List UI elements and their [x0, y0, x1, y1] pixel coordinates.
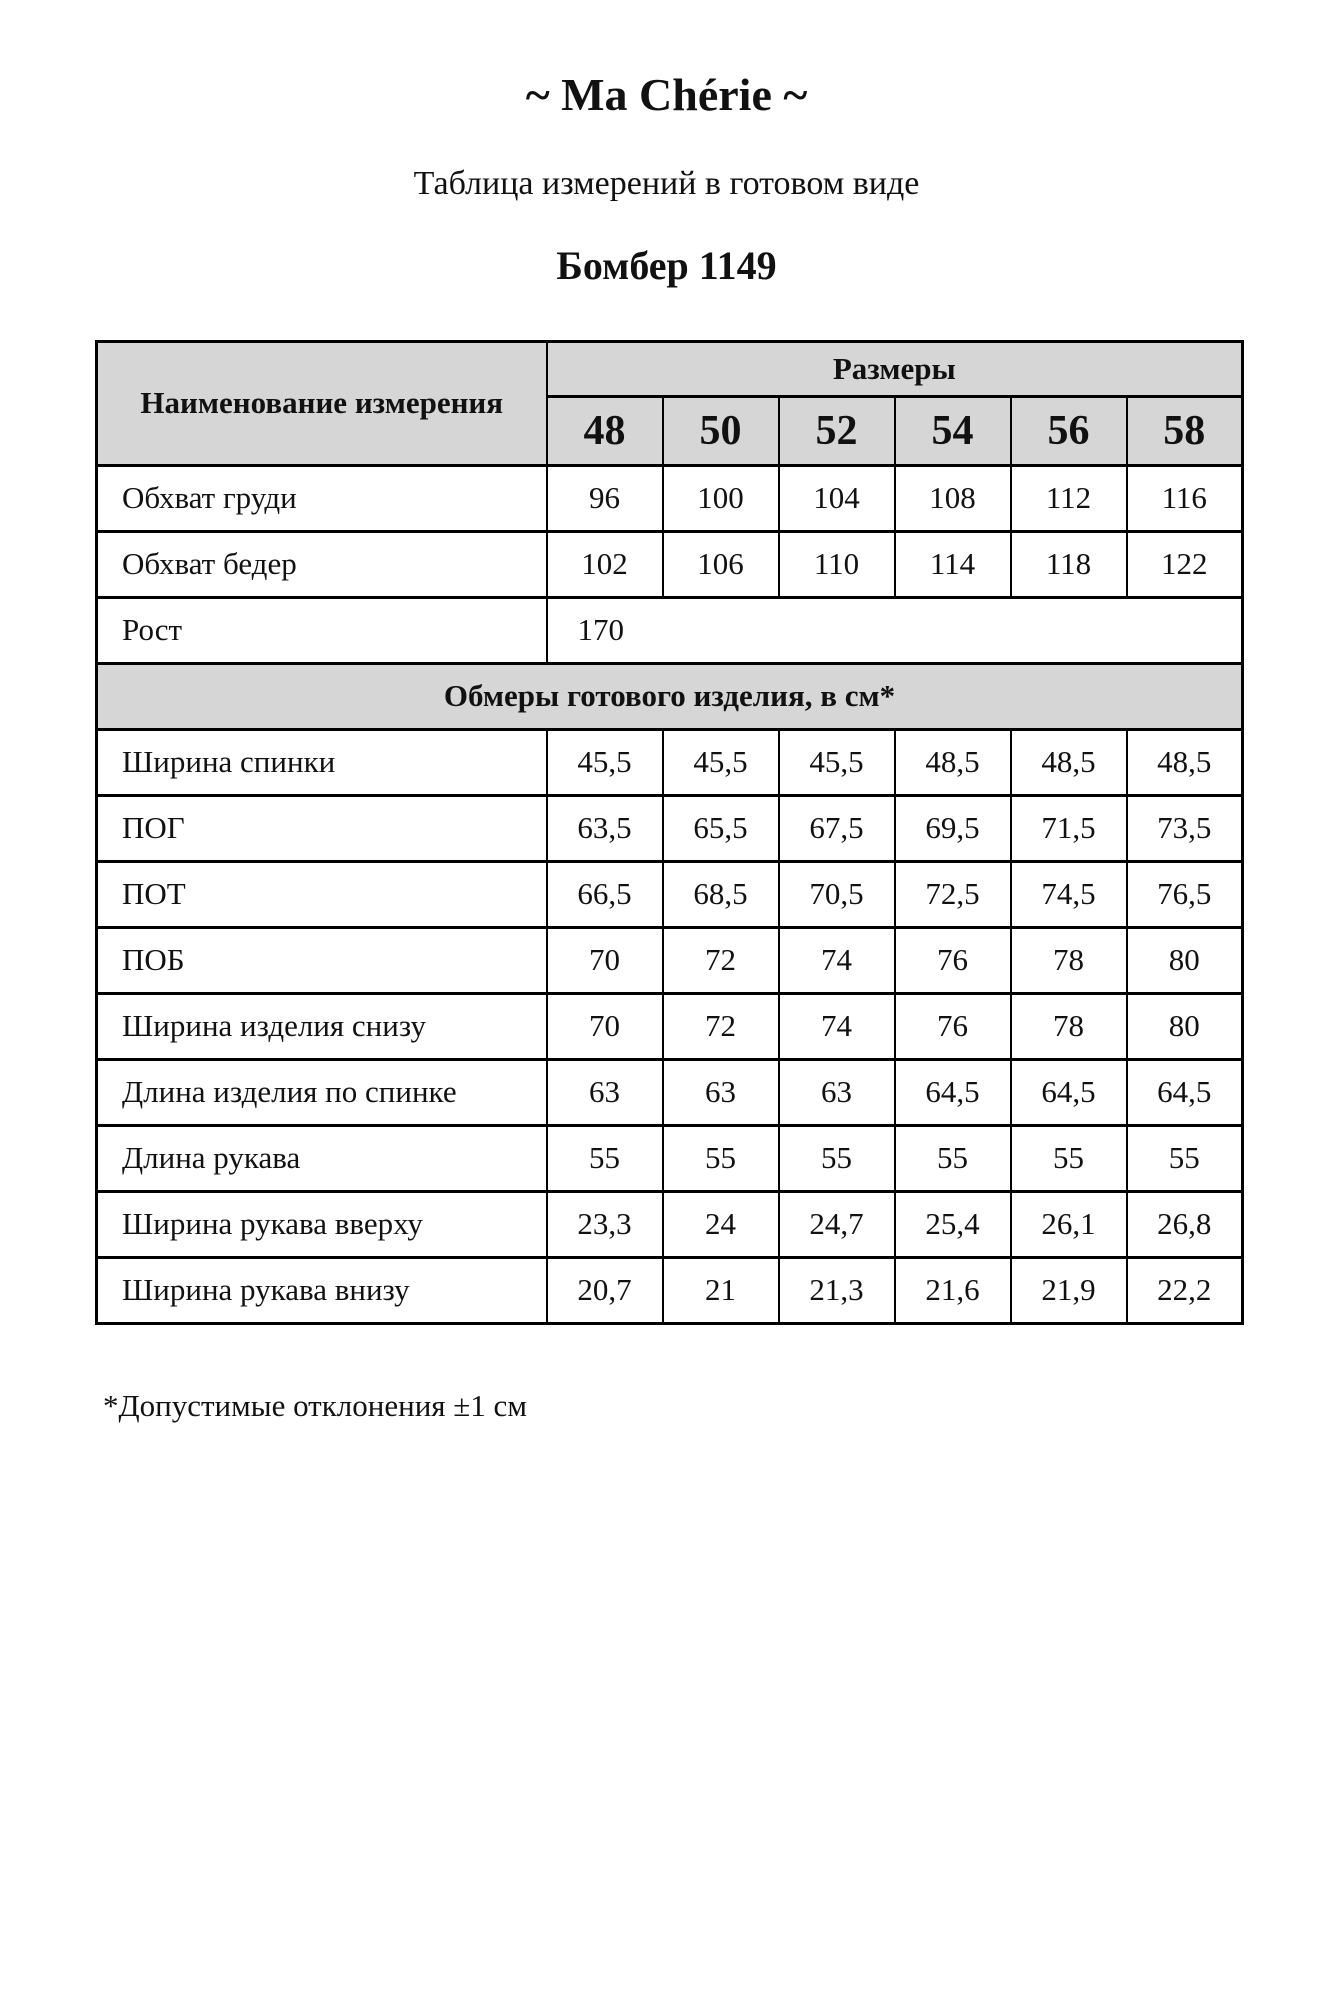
size-column-header-48: 48	[547, 396, 663, 465]
section-header-row	[97, 663, 1243, 729]
size-column-header-52: 52	[779, 396, 895, 465]
measurement-value: 23,3	[547, 1191, 663, 1257]
table-row-chest	[97, 465, 1243, 531]
measurement-value: 74	[779, 927, 895, 993]
measurement-value: 48,5	[1011, 729, 1127, 795]
measurement-value: 55	[1011, 1125, 1127, 1191]
measurement-label: Ширина изделия снизу	[97, 993, 547, 1059]
table-row-pog	[97, 795, 1243, 861]
table-row-bottom-width	[97, 993, 1243, 1059]
measurement-value: 78	[1011, 927, 1127, 993]
measurement-value: 64,5	[1011, 1059, 1127, 1125]
measurement-value: 21,3	[779, 1257, 895, 1323]
measurement-value: 74	[779, 993, 895, 1059]
measurement-value: 74,5	[1011, 861, 1127, 927]
measurement-value: 64,5	[1127, 1059, 1243, 1125]
measurement-value: 67,5	[779, 795, 895, 861]
measurement-label: Длина рукава	[97, 1125, 547, 1191]
measurement-label: ПОТ	[97, 861, 547, 927]
measurement-value: 63	[779, 1059, 895, 1125]
table-row-sleeve-length	[97, 1125, 1243, 1191]
measurement-value: 70	[547, 993, 663, 1059]
document-subtitle: Таблица измерений в готовом виде	[413, 164, 920, 202]
measurement-value: 24	[663, 1191, 779, 1257]
table-row-hips	[97, 531, 1243, 597]
tolerance-footnote: *Допустимые отклонения ±1 см	[103, 1387, 527, 1423]
measurement-value: 72	[663, 993, 779, 1059]
table-row-back-width	[97, 729, 1243, 795]
measurement-value: 63	[663, 1059, 779, 1125]
size-column-header-56: 56	[1011, 396, 1127, 465]
measurement-value: 72	[663, 927, 779, 993]
measurement-value: 21	[663, 1257, 779, 1323]
measurement-value: 78	[1011, 993, 1127, 1059]
measurement-value: 118	[1011, 531, 1127, 597]
table-row-pot	[97, 861, 1243, 927]
measurement-merged-value: 170	[547, 597, 1243, 663]
measurement-value: 45,5	[547, 729, 663, 795]
measurement-value: 71,5	[1011, 795, 1127, 861]
measurement-label: Обхват груди	[97, 465, 547, 531]
product-title: Бомбер 1149	[556, 242, 777, 288]
measurement-label: Длина изделия по спинке	[97, 1059, 547, 1125]
header-row-sizes-span	[97, 341, 1243, 396]
measurement-value: 106	[663, 531, 779, 597]
measurement-value: 21,9	[1011, 1257, 1127, 1323]
measurement-value: 63	[547, 1059, 663, 1125]
measurement-label: Ширина рукава внизу	[97, 1257, 547, 1323]
measurement-value: 108	[895, 465, 1011, 531]
measurement-label: ПОБ	[97, 927, 547, 993]
measurement-value: 68,5	[663, 861, 779, 927]
corner-header-cell: Наименование измерения	[97, 341, 547, 465]
measurement-value: 55	[547, 1125, 663, 1191]
table-row-sleeve-width-bottom	[97, 1257, 1243, 1323]
measurement-label: Рост	[97, 597, 547, 663]
measurement-value: 66,5	[547, 861, 663, 927]
size-measurements-table	[95, 340, 1244, 1325]
measurement-label: ПОГ	[97, 795, 547, 861]
measurement-value: 45,5	[663, 729, 779, 795]
measurement-value: 76	[895, 927, 1011, 993]
measurement-label: Обхват бедер	[97, 531, 547, 597]
size-column-header-50: 50	[663, 396, 779, 465]
measurement-value: 73,5	[1127, 795, 1243, 861]
measurement-value: 20,7	[547, 1257, 663, 1323]
measurement-value: 48,5	[1127, 729, 1243, 795]
measurement-value: 70,5	[779, 861, 895, 927]
measurement-value: 55	[779, 1125, 895, 1191]
measurement-value: 80	[1127, 927, 1243, 993]
sizes-group-header: Размеры	[547, 341, 1243, 396]
size-column-header-54: 54	[895, 396, 1011, 465]
measurement-value: 104	[779, 465, 895, 531]
table-row-height	[97, 597, 1243, 663]
measurement-value: 96	[547, 465, 663, 531]
measurement-value: 102	[547, 531, 663, 597]
measurement-label: Ширина спинки	[97, 729, 547, 795]
measurement-value: 45,5	[779, 729, 895, 795]
section-header: Обмеры готового изделия, в см*	[97, 663, 1243, 729]
measurement-value: 55	[663, 1125, 779, 1191]
measurement-value: 21,6	[895, 1257, 1011, 1323]
table-row-pob	[97, 927, 1243, 993]
measurement-value: 55	[895, 1125, 1011, 1191]
measurement-value: 122	[1127, 531, 1243, 597]
brand-title: ~ Ma Chérie ~	[525, 69, 808, 120]
measurement-label: Ширина рукава вверху	[97, 1191, 547, 1257]
measurement-value: 114	[895, 531, 1011, 597]
measurement-value: 24,7	[779, 1191, 895, 1257]
measurement-value: 112	[1011, 465, 1127, 531]
measurement-value: 65,5	[663, 795, 779, 861]
table-row-sleeve-width-top	[97, 1191, 1243, 1257]
measurement-value: 48,5	[895, 729, 1011, 795]
measurement-value: 80	[1127, 993, 1243, 1059]
measurement-value: 72,5	[895, 861, 1011, 927]
measurement-value: 25,4	[895, 1191, 1011, 1257]
measurement-value: 76	[895, 993, 1011, 1059]
size-column-header-58: 58	[1127, 396, 1243, 465]
measurement-value: 55	[1127, 1125, 1243, 1191]
measurement-value: 69,5	[895, 795, 1011, 861]
measurement-value: 22,2	[1127, 1257, 1243, 1323]
table-row-back-length	[97, 1059, 1243, 1125]
measurement-value: 26,1	[1011, 1191, 1127, 1257]
measurement-value: 64,5	[895, 1059, 1011, 1125]
measurement-value: 70	[547, 927, 663, 993]
measurement-value: 26,8	[1127, 1191, 1243, 1257]
measurement-value: 76,5	[1127, 861, 1243, 927]
measurement-value: 110	[779, 531, 895, 597]
measurement-value: 63,5	[547, 795, 663, 861]
measurement-value: 116	[1127, 465, 1243, 531]
measurement-value: 100	[663, 465, 779, 531]
